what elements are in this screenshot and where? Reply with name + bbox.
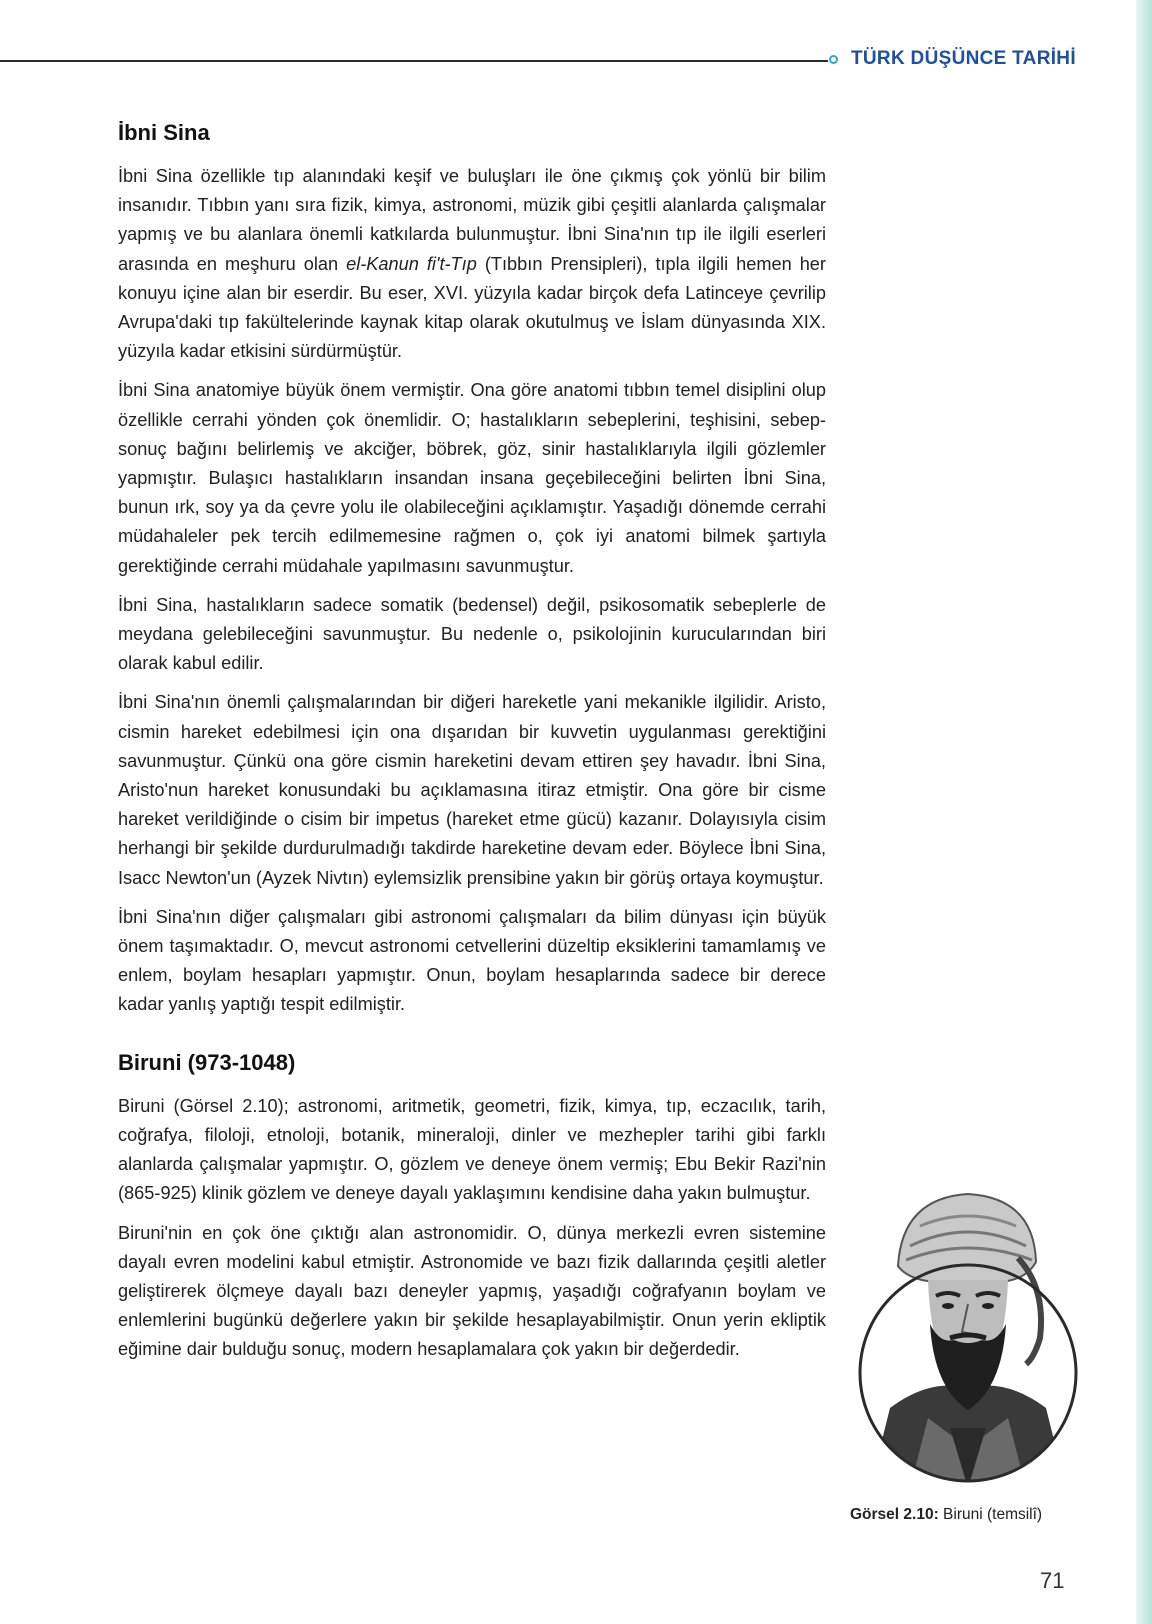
caption-text: Biruni (temsilî) — [938, 1506, 1043, 1523]
page-number: 71 — [1040, 1568, 1065, 1593]
header-rule — [0, 60, 828, 62]
paragraph: İbni Sina anatomiye büyük önem vermiştir. Ona göre anatomi tıbbın temel disiplini olup özellikle cerrahi yönden çok önemlidir. O; hastalıkların sebeplerini, teşhisini, sebep-sonuç bağını belirlemiş ve akciğer, böbrek, göz, sinir hastalıklarıyla ilgili gözlemler yapmıştır. Bulaşıcı hastalıkların insandan insana geçebileceğini belirten İbni Sina, bunun ırk, soy ya da çevre yolu ile olabileceğini açıklamıştır. Yaşadığı dönemde cerrahi müdahaleler pek tercih edilmemesine rağmen o, çok iyi anatomi bilmek şartıyla gerektiğinde cerrahi müdahale yapılmasını savunmuştur. — [118, 380, 826, 576]
section-heading-biruni: Biruni (973-1048) — [118, 1049, 296, 1075]
paragraph: İbni Sina'nın önemli çalışmalarından bir diğeri hareketle yani mekanikle ilgilidir. Aristo, cismin hareket edebilmesi için ona dışarıdan bir kuvvetin uygulanması gerektiğini savunmuştur. Çünkü ona göre cismin hareketini devam ettiren şey havadır. İbni Sina, Aristo'nun hareket konusundaki bu açıklamasına itiraz etmiştir. Ona göre bir cisme hareket verildiğinde o cisim bir impetus (hareket etme gücü) kazanır. Dolayısıyla cisim herhangi bir şekilde durdurulmadığı takdirde hareketine devam eder. Böylece İbni Sina, Isacc Newton'un (Ayzek Nivtın) eylemsizlik prensibine yakın bir görüş ortaya koymuştur. — [118, 692, 826, 888]
paragraph: İbni Sina özellikle tıp alanındaki keşif ve buluşları ile öne çıkmış çok yönlü bir bilim insanıdır. Tıbbın yanı sıra fizik, kimya, astronomi, müzik gibi çeşitli alanlarda çalışmalar yapmış ve bu alanlara önemli katkılarda bulunmuştur. İbni Sina'nın tıp ile ilgili eserleri arasında en meşhuru olan el-Kanun fi't-Tıp (Tıbbın Prensipleri), tıpla ilgili hemen her konuyu içine alan bir eserdir. Bu eser, XVI. yüzyıla kadar birçok defa Latinceye çevrilip Avrupa'daki tıp fakültelerinde kaynak kitap olarak okutulmuş ve İslam dünyasında XIX. yüzyıla kadar etkisini sürdürmüştür. — [118, 166, 826, 362]
paragraph: İbni Sina'nın diğer çalışmaları gibi astronomi çalışmaları da bilim dünyası için büyük önem taşımaktadır. O, mevcut astronomi cetvellerini düzeltip eksiklerini tamamlamış ve enlem, boylam hesapları yapmıştır. Onun, boylam hesaplarında sadece bir derece kadar yanlış yaptığı tespit edilmiştir. — [118, 906, 826, 1015]
book-title: el-Kanun fi't-Tıp — [346, 253, 477, 274]
main-content — [118, 118, 826, 1375]
paragraph: Biruni'nin en çok öne çıktığı alan astronomidir. O, dünya merkezli evren sistemine dayalı evren modelini kabul etmiştir. Astronomide ve bazı fizik dallarında çeşitli aletler geliştirerek ölçmeye dayalı bazı deneyler yapmış, yaşadığı coğrafyanın boylam ve enlemlerini bugünkü değerlere yakın bir şekilde hesaplayabilmiştir. Onun yerin ekliptik eğimine dair bulduğu sonuç, modern hesaplamalara çok yakın bir değerdedir. — [118, 1222, 826, 1360]
page-edge-strip — [1136, 0, 1152, 1624]
caption-label: Görsel 2.10: — [850, 1506, 939, 1523]
figure-caption — [850, 1506, 1042, 1524]
section-heading-ibni-sina: İbni Sina — [118, 120, 210, 145]
biruni-portrait-image — [850, 1188, 1086, 1488]
header-dot-icon — [829, 55, 838, 64]
portrait-illustration — [850, 1188, 1086, 1488]
paragraph: Biruni (Görsel 2.10); astronomi, aritmetik, geometri, fizik, kimya, tıp, eczacılık, tarih, coğrafya, filoloji, etnoloji, botanik, mineraloji, dinler ve mezhepler tarihi gibi farklı alanlarda çalışmalar yapmıştır. O, gözlem ve deneye önem vermiş; Ebu Bekir Razi'nin (865-925) klinik gözlem ve deneye dayalı yaklaşımını kendisine daha yakın bulmuştur. — [118, 1095, 826, 1204]
header-title: TÜRK DÜŞÜNCE TARİHİ — [851, 48, 1076, 69]
paragraph: İbni Sina, hastalıkların sadece somatik (bedensel) değil, psikosomatik sebeplerle de meydana gelebileceğini savunmuştur. Bu nedenle o, psikolojinin kurucularından biri olarak kabul edilir. — [118, 594, 826, 674]
